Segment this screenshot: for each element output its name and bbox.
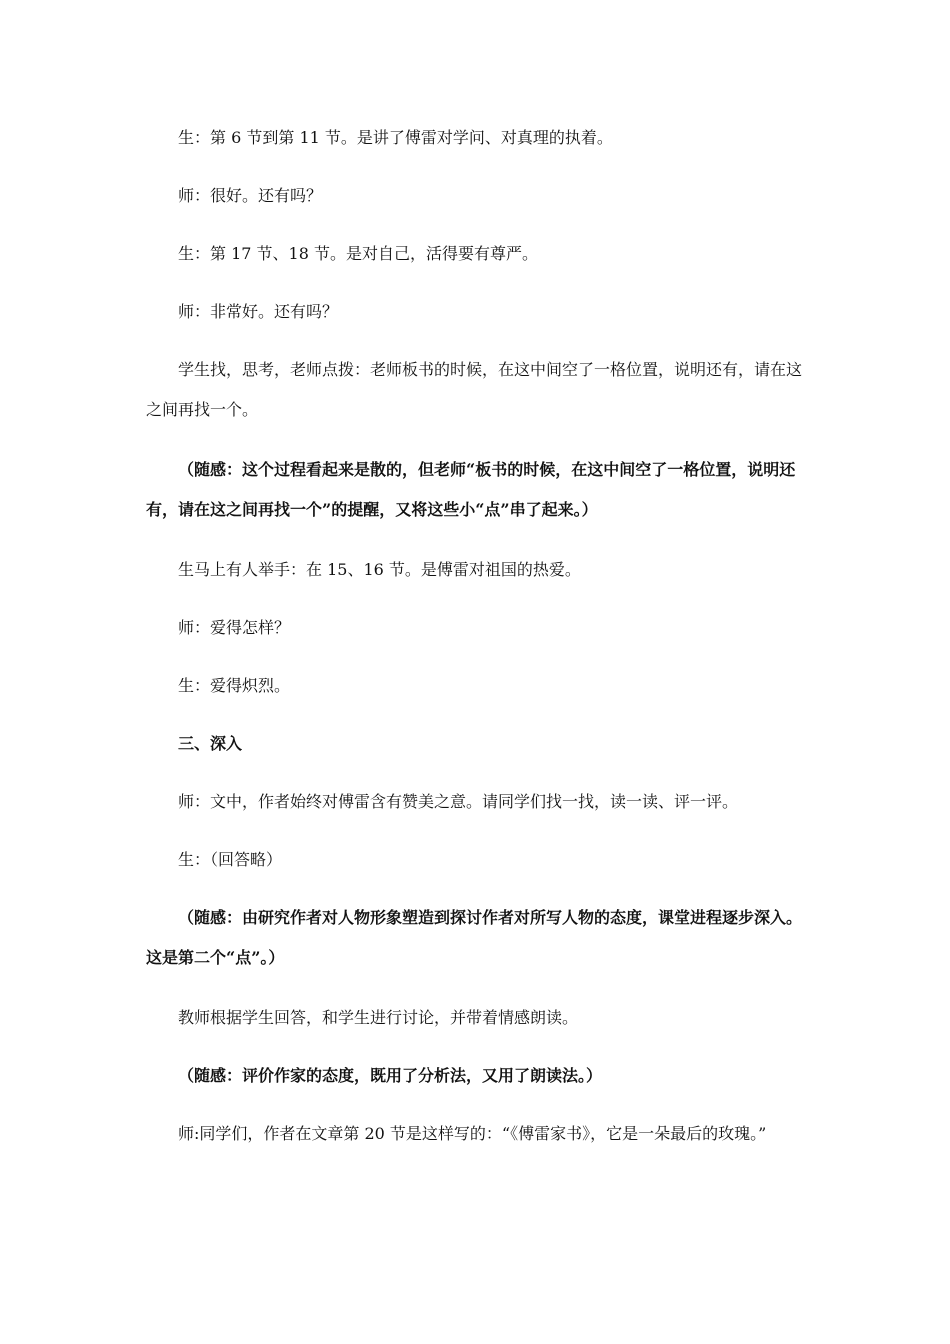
narrative-paragraph: 学生找，思考，老师点拨：老师板书的时候，在这中间空了一格位置，说明还有，请在这之间再找一个。 <box>146 360 803 419</box>
dialogue-paragraph: 师:同学们，作者在文章第 20 节是这样写的：“《傅雷家书》，它是一朵最后的玫瑰。” <box>178 1124 767 1143</box>
dialogue-paragraph: 师：很好。还有吗？ <box>178 186 323 205</box>
section-heading: 三、深入 <box>178 734 243 753</box>
dialogue-paragraph: 生马上有人举手：在 15、16 节。是傅雷对祖国的热爱。 <box>178 560 581 579</box>
dialogue-paragraph: 师：非常好。还有吗？ <box>178 302 339 321</box>
narrative-paragraph: 教师根据学生回答，和学生进行讨论，并带着情感朗读。 <box>178 1008 579 1027</box>
dialogue-paragraph: 生：第 17 节、18 节。是对自己，活得要有尊严。 <box>178 244 538 263</box>
reflection-note: （随感：评价作家的态度，既用了分析法，又用了朗读法。） <box>178 1066 603 1085</box>
dialogue-paragraph: 生：（回答略） <box>178 850 283 869</box>
reflection-note: （随感：由研究作者对人物形象塑造到探讨作者对所写人物的态度，课堂进程逐步深入。这是第二个“点”。） <box>146 908 803 967</box>
reflection-note: （随感：这个过程看起来是散的，但老师“板书的时候，在这中间空了一格位置，说明还有，请在这之间再找一个”的提醒，又将这些小“点”串了起来。） <box>146 460 796 519</box>
dialogue-paragraph: 生：第 6 节到第 11 节。是讲了傅雷对学问、对真理的执着。 <box>178 128 613 147</box>
dialogue-paragraph: 师：爱得怎样？ <box>178 618 291 637</box>
dialogue-paragraph: 生：爱得炽烈。 <box>178 676 291 695</box>
dialogue-paragraph: 师：文中，作者始终对傅雷含有赞美之意。请同学们找一找，读一读、评一评。 <box>178 792 739 811</box>
